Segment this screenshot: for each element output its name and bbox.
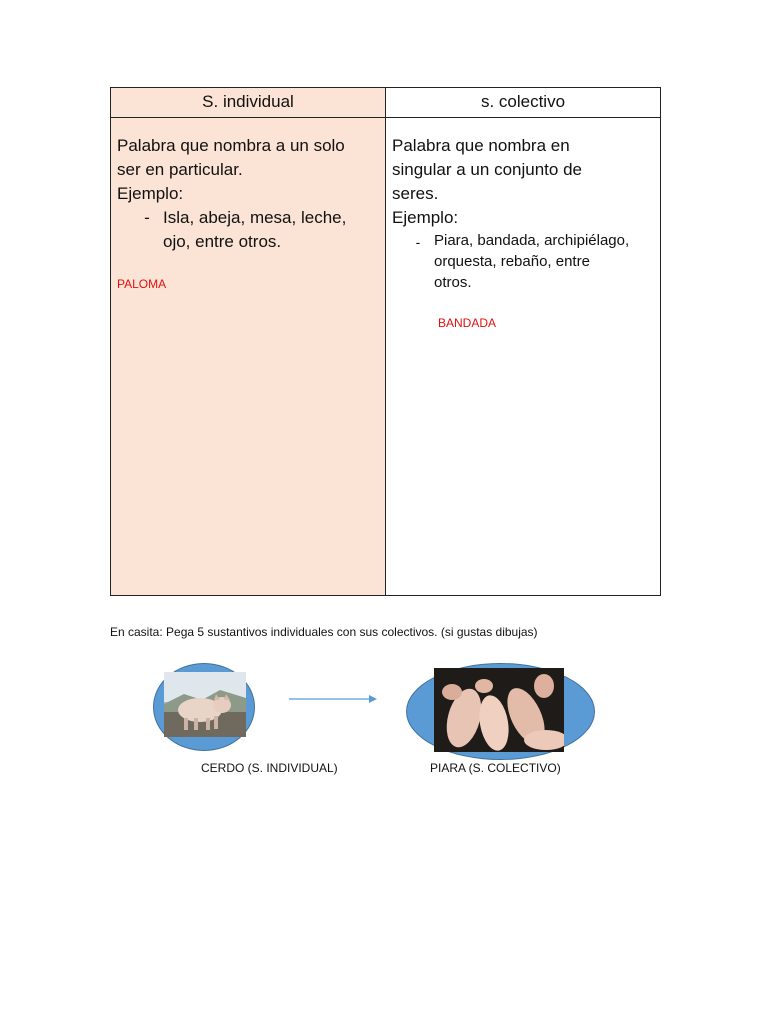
pigs-herd-icon [434, 668, 564, 752]
individual-definition-line2: ser en particular. [117, 160, 243, 179]
individual-definition-line1: Palabra que nombra a un solo [117, 136, 345, 155]
collective-header: s. colectivo [386, 88, 660, 118]
pig-icon [164, 672, 246, 737]
collective-caption: PIARA (S. COLECTIVO) [430, 761, 561, 775]
collective-example-text [428, 230, 649, 293]
individual-header: S. individual [111, 88, 385, 118]
individual-caption: CERDO (S. INDIVIDUAL) [201, 761, 338, 775]
collective-definition-line3: seres. [392, 184, 439, 203]
homework-instruction: En casita: Pega 5 sustantivos individuales con sus colectivos. (si gustas dibujas) [110, 625, 538, 639]
collective-column [386, 88, 660, 595]
collective-example-item [392, 230, 660, 293]
noun-table [110, 87, 661, 596]
individual-answer: PALOMA [117, 277, 167, 291]
arrow-icon [289, 693, 379, 705]
individual-example-label: Ejemplo: [117, 184, 184, 203]
individual-example-item [117, 206, 385, 254]
collective-example-line3: otros. [434, 274, 472, 291]
individual-bullet-dash: - [144, 208, 150, 227]
pig-photo [164, 672, 246, 737]
pigs-photo [434, 668, 564, 752]
collective-definition-line1: Palabra que nombra en [392, 136, 570, 155]
collective-bullet-dash: - [415, 234, 421, 250]
collective-example-label: Ejemplo: [392, 208, 459, 227]
individual-example-line1: Isla, abeja, mesa, leche, [163, 208, 347, 227]
individual-body [111, 118, 385, 296]
collective-answer: BANDADA [438, 316, 497, 330]
individual-column [111, 88, 386, 595]
collective-example-line2: orquesta, rebaño, entre [434, 253, 590, 270]
collective-example-line1: Piara, bandada, archipiélago, [434, 232, 630, 249]
individual-example-text [159, 206, 368, 254]
individual-example-line2: ojo, entre otros. [163, 232, 282, 251]
collective-body [386, 118, 660, 335]
collective-definition-line2: singular a un conjunto de [392, 160, 582, 179]
